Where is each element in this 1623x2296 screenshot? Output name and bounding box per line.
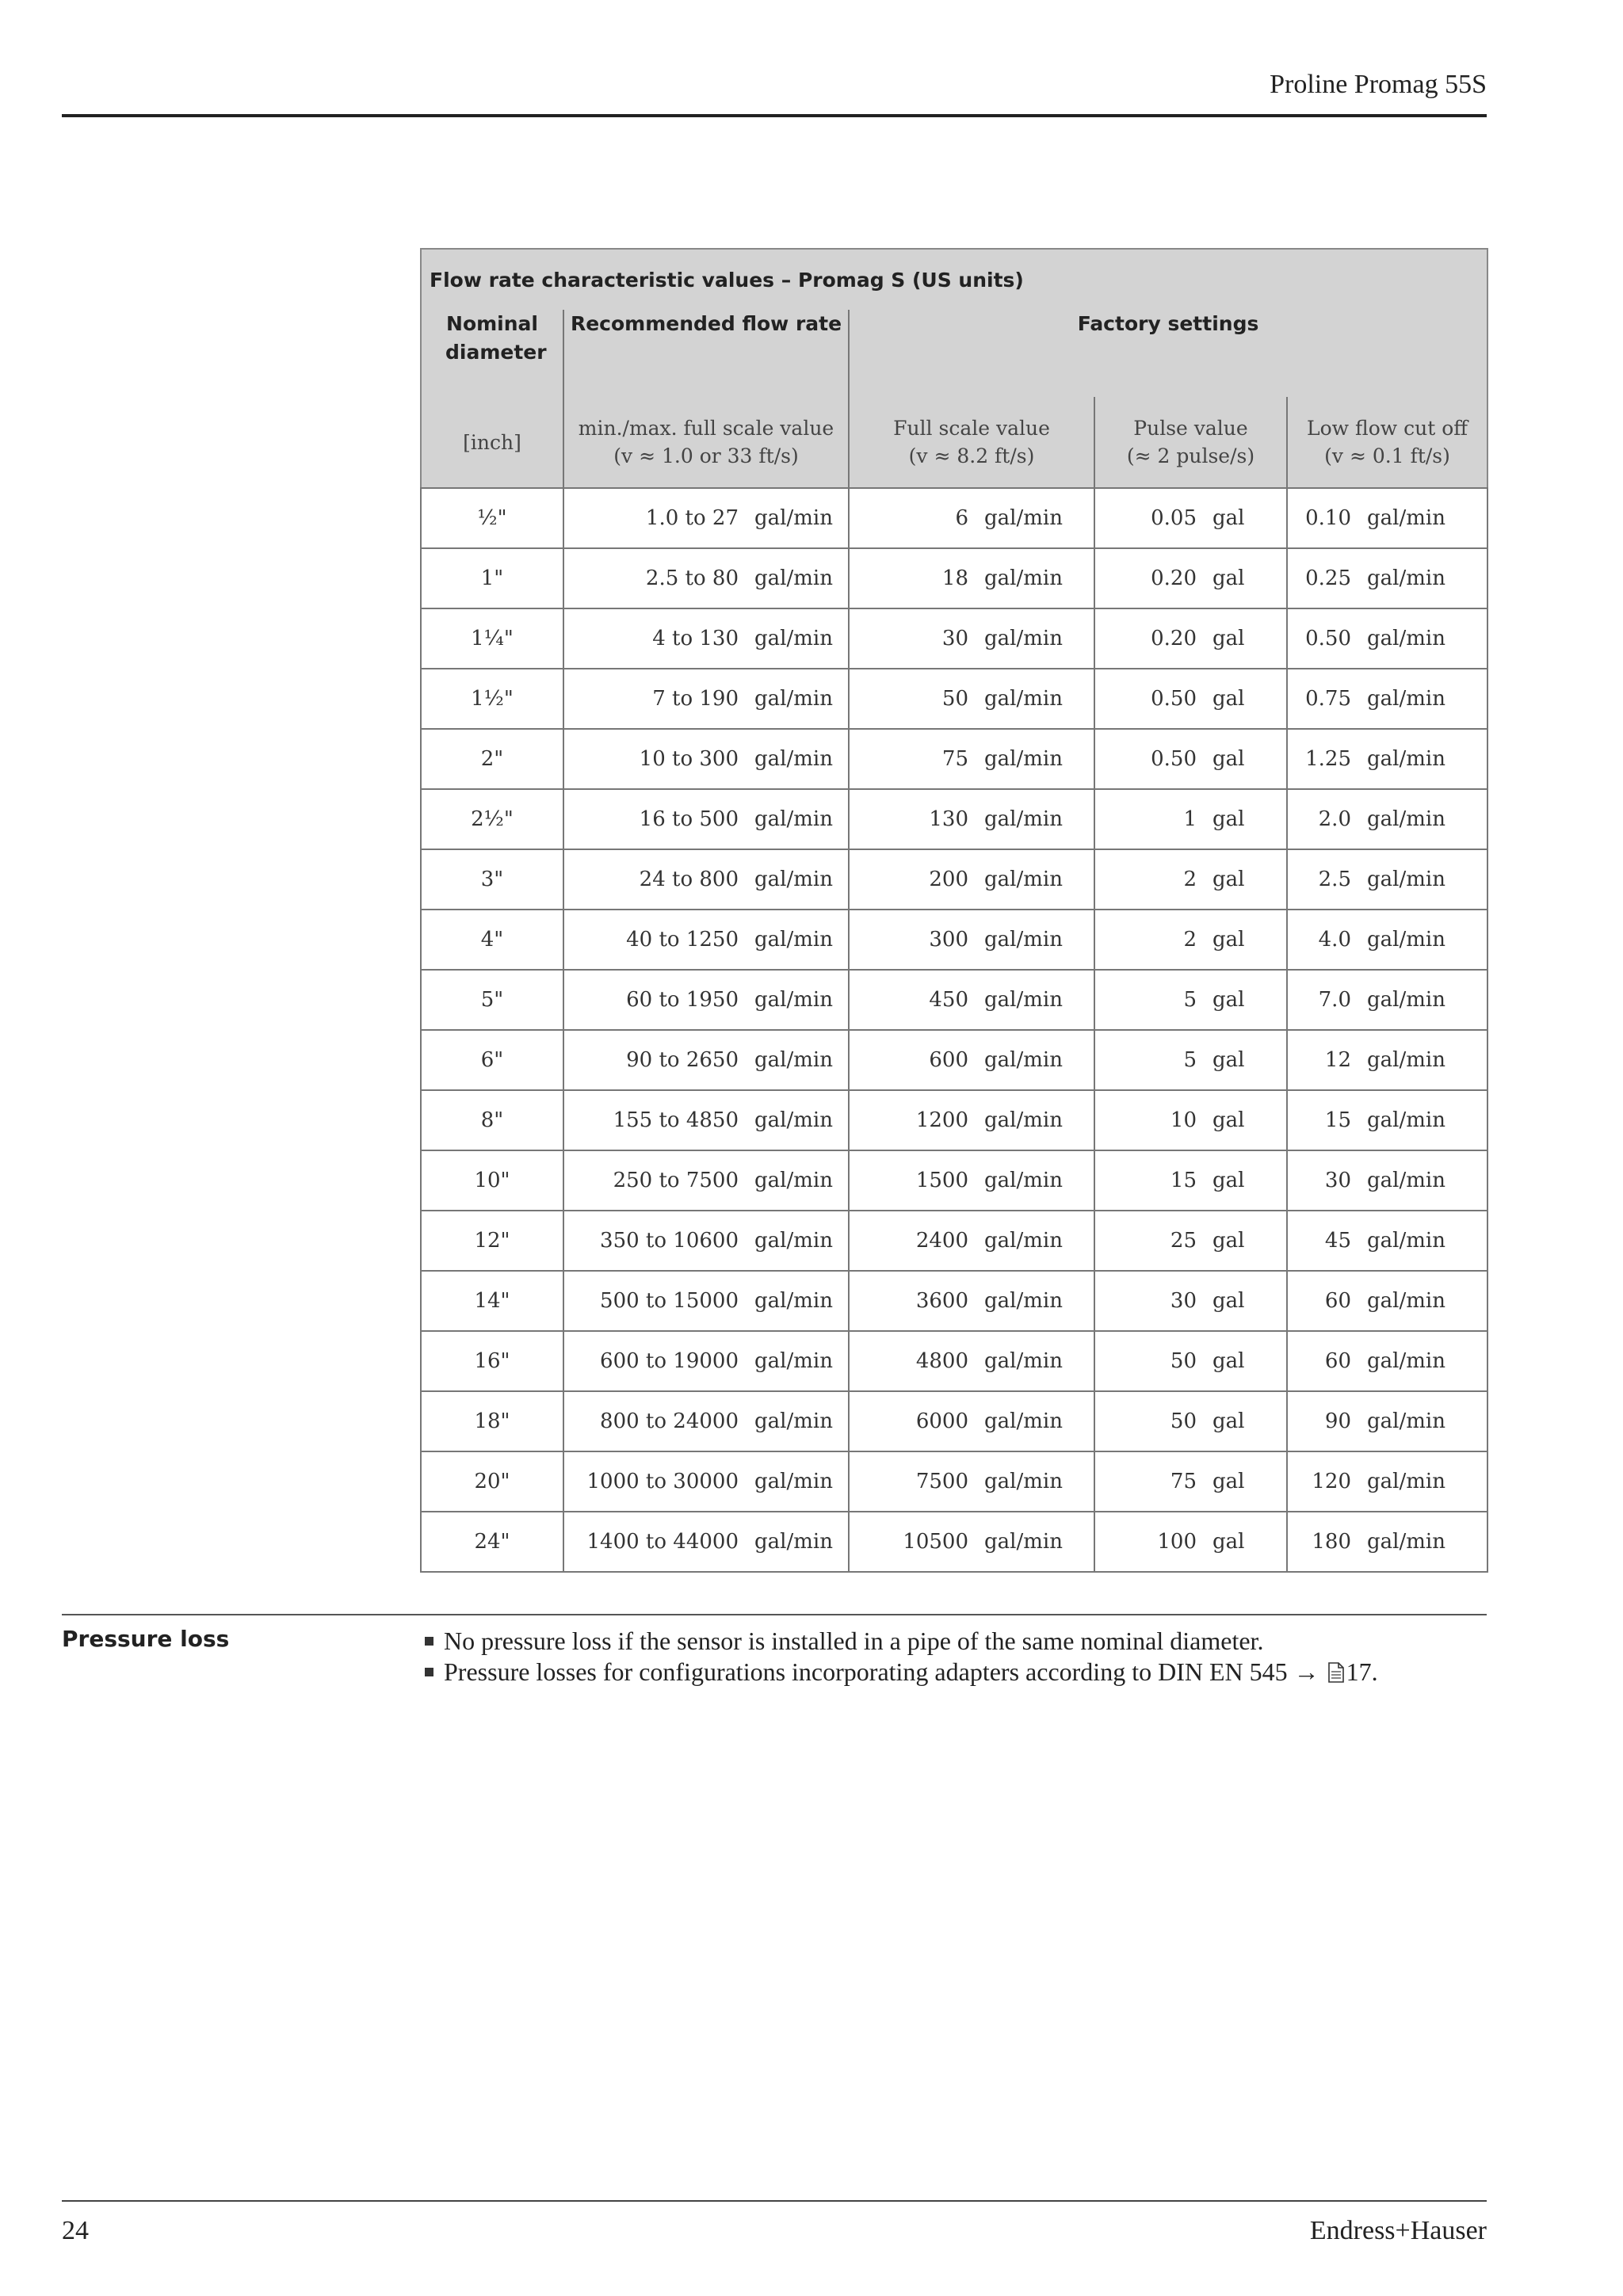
pulse-value: 15 — [1170, 1169, 1197, 1192]
cell-pulse — [1094, 1090, 1287, 1150]
pulse-value: 2 — [1183, 928, 1197, 952]
pulse-unit: gal — [1212, 1048, 1245, 1072]
pulse-unit: gal — [1212, 506, 1245, 530]
cell-nominal: 2" — [421, 729, 563, 789]
pulse-value: 1 — [1183, 807, 1197, 831]
cell-lowflow — [1287, 488, 1487, 548]
sub-lowflow-line2: (v ≈ 0.1 ft/s) — [1324, 444, 1450, 467]
pulse-value: 50 — [1170, 1349, 1197, 1373]
table-row — [421, 970, 1487, 1030]
cell-recommended — [563, 729, 849, 789]
pulse-value: 25 — [1170, 1229, 1197, 1253]
recommended-unit: gal/min — [754, 687, 833, 711]
cell-lowflow — [1287, 1271, 1487, 1331]
cell-nominal: 3" — [421, 849, 563, 910]
cell-recommended — [563, 1451, 849, 1512]
fullscale-value: 1500 — [915, 1169, 968, 1192]
cell-nominal: 1½" — [421, 669, 563, 729]
table-row — [421, 789, 1487, 849]
pressure-loss-bullet-1: No pressure loss if the sensor is installed in a pipe of the same nominal diameter. — [444, 1627, 1264, 1655]
cell-recommended — [563, 548, 849, 608]
table-row — [421, 608, 1487, 669]
table-row — [421, 1331, 1487, 1391]
fullscale-unit: gal/min — [984, 1108, 1063, 1132]
pulse-value: 5 — [1183, 1048, 1197, 1072]
cell-fullscale — [849, 1451, 1094, 1512]
bullet-square-icon — [425, 1637, 433, 1646]
lowflow-unit: gal/min — [1367, 1169, 1445, 1192]
pulse-unit: gal — [1212, 1169, 1245, 1192]
pulse-value: 0.50 — [1151, 747, 1197, 771]
recommended-value: 800 to 24000 — [600, 1409, 739, 1433]
cell-fullscale — [849, 970, 1094, 1030]
table-row — [421, 1391, 1487, 1451]
fullscale-unit: gal/min — [984, 566, 1063, 590]
table-row — [421, 548, 1487, 608]
lowflow-value: 2.0 — [1318, 807, 1351, 831]
cell-fullscale — [849, 1331, 1094, 1391]
cell-pulse — [1094, 729, 1287, 789]
lowflow-unit: gal/min — [1367, 1530, 1445, 1554]
pulse-unit: gal — [1212, 627, 1245, 650]
sub-lowflow-line1: Low flow cut off — [1307, 417, 1468, 440]
cell-fullscale — [849, 1271, 1094, 1331]
flow-rate-table — [420, 248, 1488, 1573]
table-row — [421, 1090, 1487, 1150]
lowflow-unit: gal/min — [1367, 807, 1445, 831]
pressure-loss-label: Pressure loss — [62, 1626, 230, 1652]
recommended-unit: gal/min — [754, 1048, 833, 1072]
lowflow-value: 120 — [1312, 1470, 1351, 1493]
fullscale-value: 300 — [929, 928, 968, 952]
cell-pulse — [1094, 789, 1287, 849]
fullscale-value: 2400 — [915, 1229, 968, 1253]
fullscale-value: 6000 — [915, 1409, 968, 1433]
fullscale-unit: gal/min — [984, 1349, 1063, 1373]
pulse-unit: gal — [1212, 1530, 1245, 1554]
lowflow-value: 30 — [1324, 1169, 1351, 1192]
recommended-value: 4 to 130 — [652, 627, 739, 650]
recommended-unit: gal/min — [754, 1229, 833, 1253]
footer-brand: Endress+Hauser — [1309, 2216, 1487, 2245]
cell-nominal: 5" — [421, 970, 563, 1030]
table-row — [421, 669, 1487, 729]
cell-fullscale — [849, 729, 1094, 789]
cell-nominal: ½" — [421, 488, 563, 548]
list-item — [422, 1657, 1378, 1690]
pulse-unit: gal — [1212, 1409, 1245, 1433]
lowflow-unit: gal/min — [1367, 1349, 1445, 1373]
recommended-value: 2.5 to 80 — [645, 566, 739, 590]
bullet-square-icon — [425, 1668, 433, 1676]
recommended-value: 600 to 19000 — [600, 1349, 739, 1373]
sub-pulse-line1: Pulse value — [1133, 417, 1248, 440]
lowflow-unit: gal/min — [1367, 627, 1445, 650]
lowflow-unit: gal/min — [1367, 566, 1445, 590]
pulse-unit: gal — [1212, 1289, 1245, 1313]
lowflow-value: 15 — [1324, 1108, 1351, 1132]
cell-lowflow — [1287, 1030, 1487, 1090]
cell-lowflow — [1287, 789, 1487, 849]
cell-nominal: 8" — [421, 1090, 563, 1150]
lowflow-unit: gal/min — [1367, 747, 1445, 771]
table-row — [421, 910, 1487, 970]
cell-lowflow — [1287, 729, 1487, 789]
pulse-unit: gal — [1212, 1108, 1245, 1132]
cell-recommended — [563, 789, 849, 849]
recommended-unit: gal/min — [754, 566, 833, 590]
pulse-unit: gal — [1212, 868, 1245, 891]
cell-lowflow — [1287, 849, 1487, 910]
recommended-value: 16 to 500 — [639, 807, 739, 831]
fullscale-unit: gal/min — [984, 1229, 1063, 1253]
recommended-unit: gal/min — [754, 747, 833, 771]
lowflow-unit: gal/min — [1367, 1108, 1445, 1132]
cell-recommended — [563, 849, 849, 910]
cell-fullscale — [849, 789, 1094, 849]
cell-pulse — [1094, 1391, 1287, 1451]
recommended-unit: gal/min — [754, 928, 833, 952]
table-row — [421, 1271, 1487, 1331]
cell-recommended — [563, 1331, 849, 1391]
pulse-unit: gal — [1212, 928, 1245, 952]
cell-lowflow — [1287, 608, 1487, 669]
cell-pulse — [1094, 1451, 1287, 1512]
fullscale-unit: gal/min — [984, 1169, 1063, 1192]
recommended-unit: gal/min — [754, 807, 833, 831]
table-row — [421, 1211, 1487, 1271]
table-row — [421, 729, 1487, 789]
cell-recommended — [563, 669, 849, 729]
cell-nominal: 1¼" — [421, 608, 563, 669]
cell-nominal: 6" — [421, 1030, 563, 1090]
section-rule — [62, 1614, 1487, 1615]
pulse-unit: gal — [1212, 1229, 1245, 1253]
recommended-value: 10 to 300 — [639, 747, 739, 771]
fullscale-value: 200 — [929, 868, 968, 891]
cell-nominal: 12" — [421, 1211, 563, 1271]
cell-pulse — [1094, 1331, 1287, 1391]
table-row — [421, 1150, 1487, 1211]
cell-nominal: 4" — [421, 910, 563, 970]
pulse-unit: gal — [1212, 1349, 1245, 1373]
pressure-loss-bullet-2: Pressure losses for configurations incorporating adapters according to DIN EN 545 → — [444, 1657, 1319, 1686]
cell-pulse — [1094, 849, 1287, 910]
fullscale-unit: gal/min — [984, 928, 1063, 952]
lowflow-value: 180 — [1312, 1530, 1351, 1554]
sub-fullscale-line1: Full scale value — [893, 417, 1050, 440]
cell-fullscale — [849, 1150, 1094, 1211]
recommended-unit: gal/min — [754, 627, 833, 650]
cell-lowflow — [1287, 1512, 1487, 1572]
cell-nominal: 20" — [421, 1451, 563, 1512]
recommended-value: 500 to 15000 — [600, 1289, 739, 1313]
lowflow-value: 0.25 — [1305, 566, 1351, 590]
recommended-value: 1400 to 44000 — [586, 1530, 739, 1554]
recommended-value: 7 to 190 — [652, 687, 739, 711]
recommended-value: 1000 to 30000 — [586, 1470, 739, 1493]
cell-lowflow — [1287, 1331, 1487, 1391]
lowflow-value: 0.50 — [1305, 627, 1351, 650]
pulse-value: 0.50 — [1151, 687, 1197, 711]
sub-nominal: [inch] — [421, 397, 563, 488]
pulse-unit: gal — [1212, 566, 1245, 590]
cell-fullscale — [849, 608, 1094, 669]
cell-pulse — [1094, 970, 1287, 1030]
cell-lowflow — [1287, 1451, 1487, 1512]
fullscale-value: 1200 — [915, 1108, 968, 1132]
list-item — [422, 1626, 1378, 1657]
recommended-value: 90 to 2650 — [626, 1048, 739, 1072]
recommended-value: 1.0 to 27 — [645, 506, 739, 530]
cell-nominal: 1" — [421, 548, 563, 608]
cell-fullscale — [849, 1090, 1094, 1150]
cell-lowflow — [1287, 548, 1487, 608]
cell-nominal: 14" — [421, 1271, 563, 1331]
pulse-value: 0.20 — [1151, 566, 1197, 590]
lowflow-unit: gal/min — [1367, 1229, 1445, 1253]
table-row — [421, 488, 1487, 548]
pulse-value: 100 — [1157, 1530, 1197, 1554]
cell-pulse — [1094, 1030, 1287, 1090]
cell-recommended — [563, 1090, 849, 1150]
recommended-value: 24 to 800 — [639, 868, 739, 891]
lowflow-value: 60 — [1324, 1289, 1351, 1313]
cell-lowflow — [1287, 1211, 1487, 1271]
recommended-unit: gal/min — [754, 1530, 833, 1554]
lowflow-value: 90 — [1324, 1409, 1351, 1433]
lowflow-value: 45 — [1324, 1229, 1351, 1253]
cell-pulse — [1094, 669, 1287, 729]
lowflow-value: 0.75 — [1305, 687, 1351, 711]
cell-lowflow — [1287, 1391, 1487, 1451]
recommended-unit: gal/min — [754, 868, 833, 891]
recommended-value: 250 to 7500 — [613, 1169, 739, 1192]
fullscale-value: 4800 — [915, 1349, 968, 1373]
cell-recommended — [563, 1391, 849, 1451]
lowflow-unit: gal/min — [1367, 687, 1445, 711]
fullscale-value: 10500 — [903, 1530, 968, 1554]
cell-recommended — [563, 1271, 849, 1331]
recommended-unit: gal/min — [754, 1409, 833, 1433]
table-row — [421, 1030, 1487, 1090]
fullscale-unit: gal/min — [984, 747, 1063, 771]
pulse-value: 10 — [1170, 1108, 1197, 1132]
recommended-unit: gal/min — [754, 988, 833, 1012]
cell-nominal: 10" — [421, 1150, 563, 1211]
fullscale-value: 6 — [955, 506, 968, 530]
fullscale-value: 600 — [929, 1048, 968, 1072]
cell-fullscale — [849, 488, 1094, 548]
recommended-unit: gal/min — [754, 1470, 833, 1493]
cell-recommended — [563, 1150, 849, 1211]
fullscale-value: 130 — [929, 807, 968, 831]
table-row — [421, 1451, 1487, 1512]
cell-fullscale — [849, 849, 1094, 910]
lowflow-unit: gal/min — [1367, 928, 1445, 952]
fullscale-unit: gal/min — [984, 1470, 1063, 1493]
recommended-value: 60 to 1950 — [626, 988, 739, 1012]
lowflow-value: 7.0 — [1318, 988, 1351, 1012]
cell-fullscale — [849, 1030, 1094, 1090]
cell-recommended — [563, 970, 849, 1030]
cell-fullscale — [849, 669, 1094, 729]
cell-recommended — [563, 608, 849, 669]
cell-pulse — [1094, 1271, 1287, 1331]
lowflow-value: 1.25 — [1305, 747, 1351, 771]
fullscale-value: 450 — [929, 988, 968, 1012]
cell-pulse — [1094, 488, 1287, 548]
cell-pulse — [1094, 1150, 1287, 1211]
lowflow-unit: gal/min — [1367, 1048, 1445, 1072]
fullscale-unit: gal/min — [984, 627, 1063, 650]
cell-nominal: 24" — [421, 1512, 563, 1572]
fullscale-unit: gal/min — [984, 1409, 1063, 1433]
cell-nominal: 18" — [421, 1391, 563, 1451]
fullscale-value: 7500 — [915, 1470, 968, 1493]
lowflow-value: 0.10 — [1305, 506, 1351, 530]
recommended-value: 40 to 1250 — [626, 928, 739, 952]
fullscale-value: 75 — [941, 747, 968, 771]
pulse-unit: gal — [1212, 807, 1245, 831]
cell-lowflow — [1287, 910, 1487, 970]
pulse-unit: gal — [1212, 687, 1245, 711]
fullscale-unit: gal/min — [984, 807, 1063, 831]
col-factory-title: Factory settings — [1077, 312, 1259, 335]
sub-pulse-line2: (≈ 2 pulse/s) — [1126, 444, 1255, 467]
recommended-unit: gal/min — [754, 1108, 833, 1132]
cell-fullscale — [849, 1211, 1094, 1271]
fullscale-unit: gal/min — [984, 988, 1063, 1012]
recommended-unit: gal/min — [754, 1289, 833, 1313]
lowflow-value: 60 — [1324, 1349, 1351, 1373]
recommended-unit: gal/min — [754, 1349, 833, 1373]
cell-lowflow — [1287, 970, 1487, 1030]
pulse-unit: gal — [1212, 747, 1245, 771]
page-reference-link[interactable]: 17. — [1346, 1657, 1378, 1686]
lowflow-unit: gal/min — [1367, 1289, 1445, 1313]
cell-recommended — [563, 910, 849, 970]
pulse-unit: gal — [1212, 988, 1245, 1012]
fullscale-unit: gal/min — [984, 868, 1063, 891]
cell-fullscale — [849, 1512, 1094, 1572]
fullscale-unit: gal/min — [984, 1530, 1063, 1554]
document-header-title: Proline Promag 55S — [1270, 70, 1487, 99]
table-row — [421, 849, 1487, 910]
cell-lowflow — [1287, 1150, 1487, 1211]
page-reference-icon[interactable] — [1327, 1659, 1345, 1690]
pulse-value: 75 — [1170, 1470, 1197, 1493]
col-recommended-title: Recommended flow rate — [570, 312, 842, 335]
lowflow-unit: gal/min — [1367, 868, 1445, 891]
fullscale-value: 30 — [941, 627, 968, 650]
cell-fullscale — [849, 910, 1094, 970]
recommended-unit: gal/min — [754, 506, 833, 530]
header-rule — [62, 114, 1487, 117]
pulse-unit: gal — [1212, 1470, 1245, 1493]
cell-fullscale — [849, 548, 1094, 608]
cell-recommended — [563, 1512, 849, 1572]
fullscale-unit: gal/min — [984, 506, 1063, 530]
footer-rule — [62, 2200, 1487, 2202]
table-caption: Flow rate characteristic values – Promag S (US units) — [421, 249, 1487, 310]
pulse-value: 5 — [1183, 988, 1197, 1012]
lowflow-unit: gal/min — [1367, 1470, 1445, 1493]
fullscale-unit: gal/min — [984, 1289, 1063, 1313]
recommended-unit: gal/min — [754, 1169, 833, 1192]
lowflow-value: 12 — [1324, 1048, 1351, 1072]
cell-recommended — [563, 1030, 849, 1090]
pulse-value: 50 — [1170, 1409, 1197, 1433]
cell-lowflow — [1287, 669, 1487, 729]
cell-nominal: 16" — [421, 1331, 563, 1391]
sub-recommended-line1: min./max. full scale value — [578, 417, 834, 440]
col-nominal-title: Nominal diameter — [445, 312, 547, 364]
recommended-value: 350 to 10600 — [600, 1229, 739, 1253]
page-number: 24 — [62, 2216, 89, 2245]
lowflow-unit: gal/min — [1367, 506, 1445, 530]
cell-fullscale — [849, 1391, 1094, 1451]
lowflow-unit: gal/min — [1367, 988, 1445, 1012]
cell-pulse — [1094, 1512, 1287, 1572]
cell-pulse — [1094, 548, 1287, 608]
cell-nominal: 2½" — [421, 789, 563, 849]
table-row — [421, 1512, 1487, 1572]
cell-lowflow — [1287, 1090, 1487, 1150]
sub-recommended-line2: (v ≈ 1.0 or 33 ft/s) — [613, 444, 799, 467]
fullscale-value: 18 — [941, 566, 968, 590]
cell-recommended — [563, 488, 849, 548]
cell-pulse — [1094, 608, 1287, 669]
pulse-value: 2 — [1183, 868, 1197, 891]
lowflow-unit: gal/min — [1367, 1409, 1445, 1433]
cell-pulse — [1094, 910, 1287, 970]
fullscale-value: 3600 — [915, 1289, 968, 1313]
pulse-value: 0.20 — [1151, 627, 1197, 650]
fullscale-value: 50 — [941, 687, 968, 711]
fullscale-unit: gal/min — [984, 687, 1063, 711]
lowflow-value: 2.5 — [1318, 868, 1351, 891]
lowflow-value: 4.0 — [1318, 928, 1351, 952]
pulse-value: 0.05 — [1151, 506, 1197, 530]
sub-fullscale-line2: (v ≈ 8.2 ft/s) — [908, 444, 1035, 467]
cell-pulse — [1094, 1211, 1287, 1271]
recommended-value: 155 to 4850 — [613, 1108, 739, 1132]
cell-recommended — [563, 1211, 849, 1271]
fullscale-unit: gal/min — [984, 1048, 1063, 1072]
pulse-value: 30 — [1170, 1289, 1197, 1313]
pressure-loss-list — [422, 1626, 1378, 1690]
